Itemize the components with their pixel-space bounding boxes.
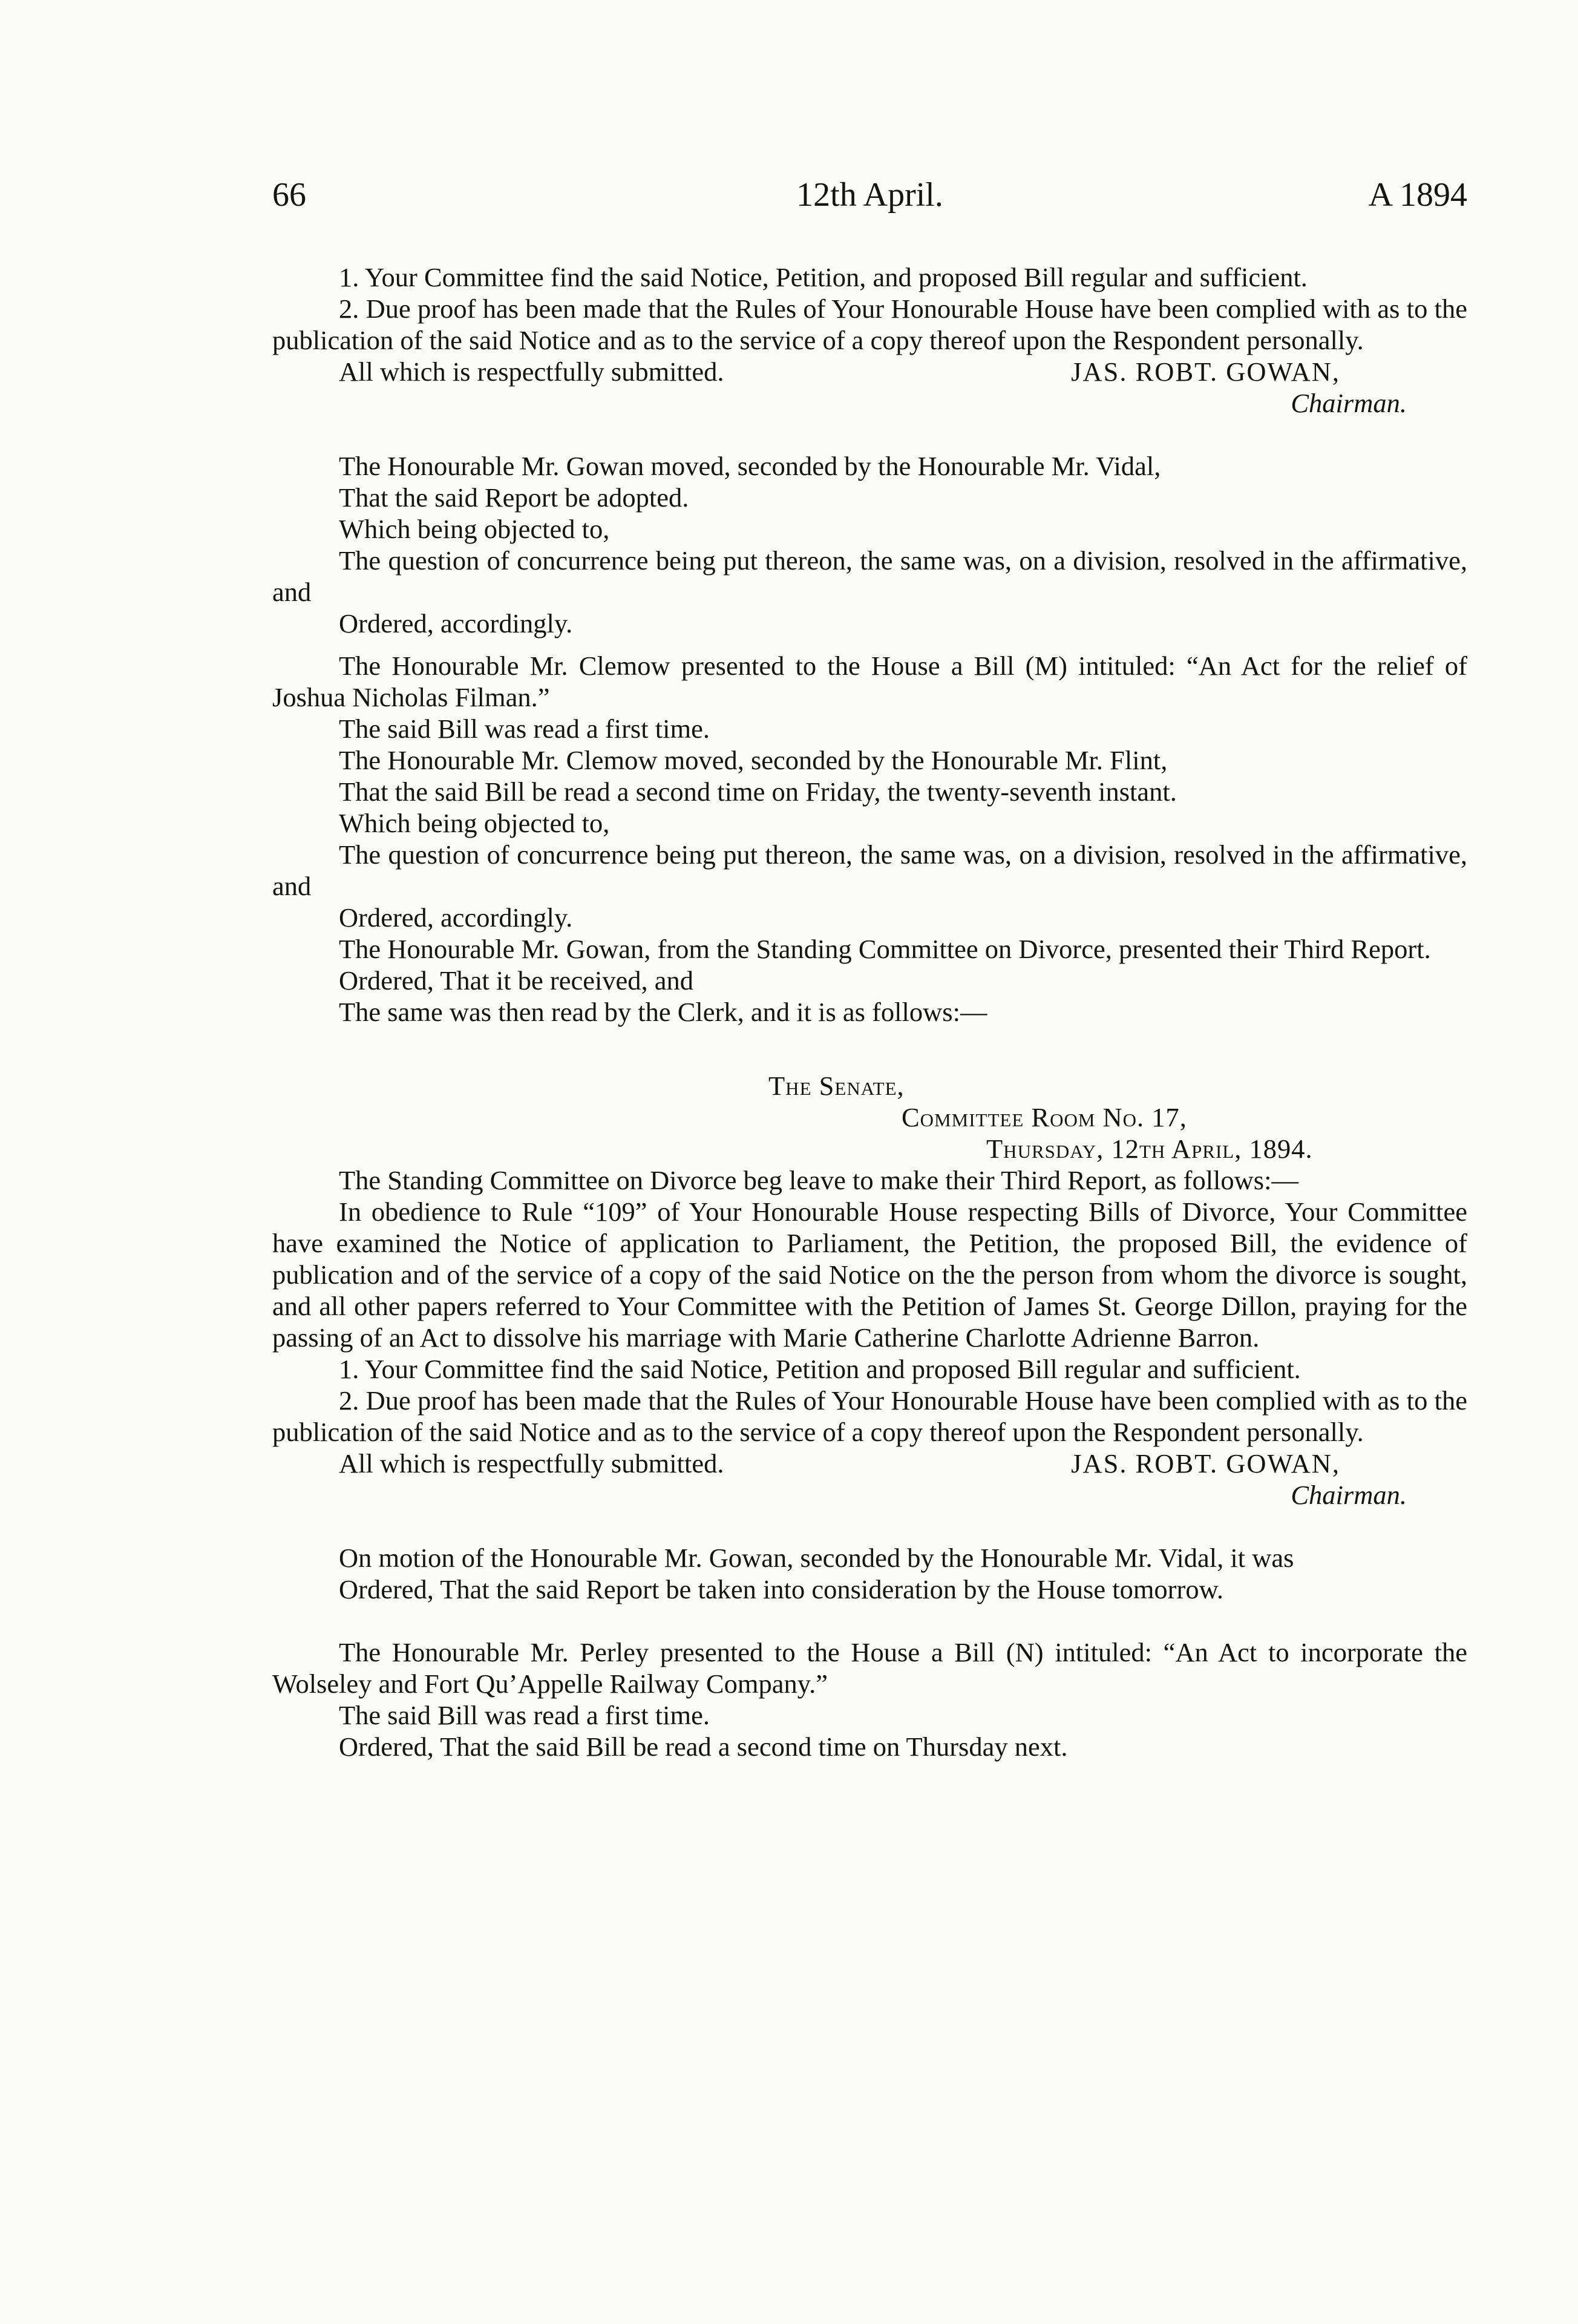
header-date: 12th April.: [796, 176, 943, 214]
journal-body: [272, 261, 1467, 1762]
paragraph: The Honourable Mr. Gowan, from the Standing Committee on Divorce, presented their Third Report.: [339, 934, 1431, 964]
report-heading-room: Committee Room No. 17,: [902, 1102, 1187, 1132]
signature-block: [272, 356, 1467, 387]
paragraph: The said Bill was read a first time.: [339, 714, 710, 744]
page-header: [272, 176, 1467, 224]
signature-block: [272, 1448, 1467, 1479]
paragraph: The question of concurrence being put thereon, the same was, on a division, resolved in the affirmative, and: [272, 839, 1467, 901]
paragraph: Ordered, That the said Report be taken into consideration by the House tomorrow.: [339, 1574, 1223, 1604]
submission-line: All which is respectfully submitted.: [339, 1448, 724, 1479]
paragraph: In obedience to Rule “109” of Your Honourable House respecting Bills of Divorce, Your Committee have examined the Notice of application to Parliament, the Petition, the proposed Bill, the evidence of publication and of the service of a copy of the said Notice on the the person from whom the divorce is sought, and all other papers referred to Your Committee with the Petition of James St. George Dillon, praying for the passing of an Act to dissolve his marriage with Marie Catherine Charlotte Adrienne Barron.: [272, 1196, 1467, 1353]
submission-line: All which is respectfully submitted.: [339, 356, 724, 387]
signatory-name: JAS. ROBT. GOWAN,: [1071, 1448, 1340, 1479]
signatory-title: Chairman.: [1291, 1480, 1407, 1510]
report-heading-senate: The Senate,: [768, 1071, 905, 1101]
paragraph: The same was then read by the Clerk, and it is as follows:—: [339, 997, 987, 1027]
paragraph: The Honourable Mr. Perley presented to the House a Bill (N) intituled: “An Act to incorporate the Wolseley and Fort Qu’Appelle Railway Company.”: [272, 1637, 1467, 1699]
paragraph: Which being objected to,: [339, 514, 610, 544]
paragraph: The question of concurrence being put thereon, the same was, on a division, resolved in the affirmative, and: [272, 545, 1467, 607]
signatory-name: JAS. ROBT. GOWAN,: [1071, 356, 1340, 387]
paragraph: 2. Due proof has been made that the Rules of Your Honourable House have been complied with as to the publication of the said Notice and as to the service of a copy thereof upon the Respondent personally.: [272, 1385, 1467, 1447]
paragraph: 2. Due proof has been made that the Rules of Your Honourable House have been complied with as to the publication of the said Notice and as to the service of a copy thereof upon the Respondent personally.: [272, 294, 1467, 355]
paragraph: Ordered, accordingly.: [339, 902, 573, 933]
paragraph: The Honourable Mr. Clemow presented to the House a Bill (M) intituled: “An Act for the relief of Joshua Nicholas Filman.”: [272, 651, 1467, 712]
paragraph: The Honourable Mr. Clemow moved, seconded by the Honourable Mr. Flint,: [339, 745, 1168, 775]
page-number: 66: [272, 176, 306, 214]
paragraph: Ordered, That the said Bill be read a second time on Thursday next.: [339, 1732, 1068, 1762]
paragraph: Ordered, That it be received, and: [339, 965, 694, 996]
paragraph: The Standing Committee on Divorce beg leave to make their Third Report, as follows:—: [339, 1165, 1298, 1195]
report-heading-date: Thursday, 12th April, 1894.: [986, 1134, 1313, 1164]
paragraph: The said Bill was read a first time.: [339, 1700, 710, 1730]
paragraph: On motion of the Honourable Mr. Gowan, seconded by the Honourable Mr. Vidal, it was: [339, 1543, 1294, 1573]
paragraph: The Honourable Mr. Gowan moved, seconded by the Honourable Mr. Vidal,: [339, 451, 1161, 481]
paragraph: 1. Your Committee find the said Notice, Petition, and proposed Bill regular and sufficient.: [339, 262, 1308, 292]
header-year: A 1894: [1368, 176, 1467, 214]
paragraph: Which being objected to,: [339, 808, 610, 838]
paragraph: That the said Report be adopted.: [339, 482, 689, 513]
paragraph: Ordered, accordingly.: [339, 608, 573, 638]
signatory-title: Chairman.: [1291, 388, 1407, 418]
paragraph: That the said Bill be read a second time on Friday, the twenty-seventh instant.: [339, 776, 1177, 807]
paragraph: 1. Your Committee find the said Notice, Petition and proposed Bill regular and sufficient.: [339, 1354, 1301, 1384]
